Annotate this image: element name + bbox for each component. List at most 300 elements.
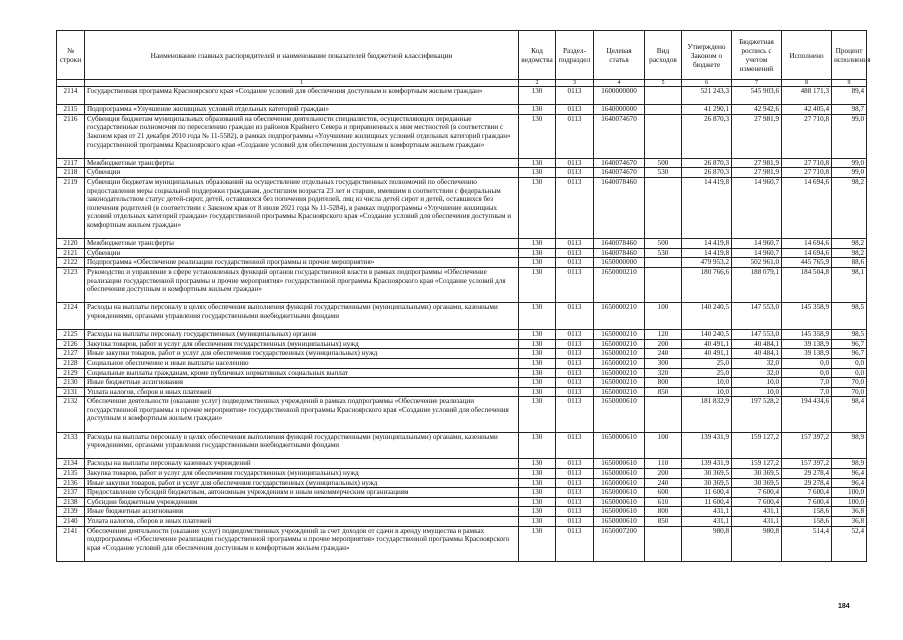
row-name: Закупка товаров, работ и услуг для обеспечения государственных (муниципальных) нужд xyxy=(85,469,519,479)
table-row xyxy=(57,507,867,517)
column-number: 3 xyxy=(556,80,594,87)
row-name: Уплата налогов, сборов и иных платежей xyxy=(85,387,519,397)
row-approved: 14 419,8 xyxy=(682,239,732,249)
row-csr: 1650000610 xyxy=(594,459,645,469)
row-ispolneno: 42 405,4 xyxy=(782,105,832,115)
row-ved: 130 xyxy=(519,87,556,105)
row-ved: 130 xyxy=(519,258,556,268)
row-razdel: 0113 xyxy=(556,177,594,238)
row-number: 2137 xyxy=(57,488,85,498)
row-name: Государственная программа Красноярского края «Создание условий для обеспечения доступным и комфортным жильем граждан» xyxy=(85,87,519,105)
row-number: 2124 xyxy=(57,303,85,330)
table-row xyxy=(57,349,867,359)
budget-table xyxy=(56,30,871,562)
row-ispolneno: 194 434,6 xyxy=(782,397,832,432)
row-approved: 181 832,9 xyxy=(682,397,732,432)
row-csr: 1640078460 xyxy=(594,177,645,238)
row-csr: 1640074670 xyxy=(594,168,645,178)
row-ispolneno: 14 694,6 xyxy=(782,239,832,249)
column-number: 2 xyxy=(519,80,556,87)
row-rospis: 32,0 xyxy=(732,358,782,368)
row-approved: 40 491,1 xyxy=(682,349,732,359)
row-rospis: 188 079,1 xyxy=(732,267,782,302)
table-row xyxy=(57,114,867,158)
row-razdel: 0113 xyxy=(556,517,594,527)
table-row xyxy=(57,258,867,268)
row-number: 2119 xyxy=(57,177,85,238)
row-csr: 1650000210 xyxy=(594,267,645,302)
row-approved: 30 369,5 xyxy=(682,469,732,479)
row-ved: 130 xyxy=(519,339,556,349)
row-number: 2131 xyxy=(57,387,85,397)
row-percent: 70,0 xyxy=(832,387,867,397)
row-rospis: 27 981,9 xyxy=(732,168,782,178)
row-number: 2132 xyxy=(57,397,85,432)
row-csr: 1640078460 xyxy=(594,239,645,249)
row-ved: 130 xyxy=(519,469,556,479)
row-ispolneno: 27 710,8 xyxy=(782,158,832,168)
row-csr: 1650007200 xyxy=(594,526,645,561)
header-approved: Утверждено Законом о бюджете xyxy=(682,31,732,80)
row-name: Иные закупки товаров, работ и услуг для обеспечения государственных (муниципальных) нужд xyxy=(85,478,519,488)
column-number: 8 xyxy=(782,80,832,87)
table-row xyxy=(57,497,867,507)
row-vr: 320 xyxy=(645,368,682,378)
row-csr: 1650000610 xyxy=(594,397,645,432)
row-vr: 850 xyxy=(645,387,682,397)
header-name: Наименование главных распорядителей и наименование показателей бюджетной классификации xyxy=(85,31,519,80)
row-ispolneno: 14 694,6 xyxy=(782,177,832,238)
row-number: 2117 xyxy=(57,158,85,168)
header-num: № строки xyxy=(57,31,85,80)
row-ispolneno: 158,6 xyxy=(782,507,832,517)
row-razdel: 0113 xyxy=(556,87,594,105)
row-ispolneno: 27 710,8 xyxy=(782,168,832,178)
row-rospis: 147 553,0 xyxy=(732,330,782,340)
table-row xyxy=(57,239,867,249)
row-number: 2122 xyxy=(57,258,85,268)
row-razdel: 0113 xyxy=(556,303,594,330)
row-percent: 98,4 xyxy=(832,397,867,432)
table-body xyxy=(57,87,867,562)
column-number xyxy=(57,80,85,87)
row-razdel: 0113 xyxy=(556,168,594,178)
table-row xyxy=(57,526,867,561)
row-percent: 96,7 xyxy=(832,339,867,349)
row-number: 2139 xyxy=(57,507,85,517)
row-vr xyxy=(645,258,682,268)
row-ved: 130 xyxy=(519,105,556,115)
row-ispolneno: 488 171,3 xyxy=(782,87,832,105)
row-rospis: 980,8 xyxy=(732,526,782,561)
row-razdel: 0113 xyxy=(556,488,594,498)
row-csr: 1650000210 xyxy=(594,368,645,378)
table-row xyxy=(57,267,867,302)
row-vr: 800 xyxy=(645,507,682,517)
header-vr: Вид расходов xyxy=(645,31,682,80)
row-rospis: 32,0 xyxy=(732,368,782,378)
table-row xyxy=(57,87,867,105)
table-row xyxy=(57,459,867,469)
row-razdel: 0113 xyxy=(556,105,594,115)
row-vr: 800 xyxy=(645,378,682,388)
row-vr: 100 xyxy=(645,303,682,330)
row-name: Субвенции xyxy=(85,168,519,178)
row-ispolneno: 39 138,9 xyxy=(782,349,832,359)
column-number: 7 xyxy=(732,80,782,87)
row-vr: 530 xyxy=(645,168,682,178)
row-percent: 98,5 xyxy=(832,330,867,340)
row-ispolneno: 7 600,4 xyxy=(782,497,832,507)
row-rospis: 197 528,2 xyxy=(732,397,782,432)
row-ved: 130 xyxy=(519,239,556,249)
row-percent: 100,0 xyxy=(832,488,867,498)
row-name: Субвенции xyxy=(85,248,519,258)
row-rospis: 7 600,4 xyxy=(732,497,782,507)
row-percent: 36,8 xyxy=(832,517,867,527)
row-csr: 1650000610 xyxy=(594,507,645,517)
row-approved: 139 431,9 xyxy=(682,432,732,459)
row-ved: 130 xyxy=(519,459,556,469)
row-ispolneno: 7,0 xyxy=(782,378,832,388)
row-name: Расходы на выплаты персоналу в целях обеспечения выполнения функций государственными (муниципальными) органами, казенными учреждениями, органами управления государственными внебюджетными фондами xyxy=(85,432,519,459)
row-csr: 1650000610 xyxy=(594,497,645,507)
row-csr: 1650000610 xyxy=(594,469,645,479)
row-approved: 431,1 xyxy=(682,517,732,527)
row-csr: 1650000210 xyxy=(594,378,645,388)
row-vr: 200 xyxy=(645,469,682,479)
row-ispolneno: 29 278,4 xyxy=(782,469,832,479)
row-percent: 98,7 xyxy=(832,105,867,115)
row-rospis: 7 600,4 xyxy=(732,488,782,498)
row-ispolneno: 157 397,2 xyxy=(782,432,832,459)
row-csr: 1650000610 xyxy=(594,488,645,498)
column-number-row xyxy=(57,80,867,87)
column-number: 9 xyxy=(832,80,867,87)
row-percent: 0,0 xyxy=(832,368,867,378)
row-percent: 99,0 xyxy=(832,114,867,158)
row-approved: 10,0 xyxy=(682,378,732,388)
header-ved: Код ведомства xyxy=(519,31,556,80)
row-number: 2118 xyxy=(57,168,85,178)
row-vr: 240 xyxy=(645,349,682,359)
header-razdel: Раздел-подраздел xyxy=(556,31,594,80)
row-vr: 500 xyxy=(645,239,682,249)
row-rospis: 42 942,6 xyxy=(732,105,782,115)
row-ved: 130 xyxy=(519,488,556,498)
row-number: 2123 xyxy=(57,267,85,302)
row-vr xyxy=(645,105,682,115)
column-number: 1 xyxy=(85,80,519,87)
row-razdel: 0113 xyxy=(556,368,594,378)
row-csr: 1650000210 xyxy=(594,303,645,330)
row-approved: 11 600,4 xyxy=(682,497,732,507)
row-ved: 130 xyxy=(519,168,556,178)
row-name: Расходы на выплаты персоналу в целях обеспечения выполнения функций государственными (муниципальными) органами, казенными учреждениями, органами управления государственными внебюджетными фондами xyxy=(85,303,519,330)
row-percent: 99,0 xyxy=(832,158,867,168)
row-percent: 96,4 xyxy=(832,469,867,479)
row-razdel: 0113 xyxy=(556,330,594,340)
row-approved: 30 369,5 xyxy=(682,478,732,488)
row-number: 2116 xyxy=(57,114,85,158)
row-ispolneno: 7,0 xyxy=(782,387,832,397)
row-approved: 25,0 xyxy=(682,358,732,368)
row-vr: 110 xyxy=(645,459,682,469)
row-rospis: 40 484,1 xyxy=(732,339,782,349)
row-razdel: 0113 xyxy=(556,397,594,432)
row-rospis: 14 960,7 xyxy=(732,239,782,249)
budget-report-sheet xyxy=(56,30,871,562)
row-number: 2129 xyxy=(57,368,85,378)
row-name: Расходы на выплаты персоналу государственных (муниципальных) органов xyxy=(85,330,519,340)
row-percent: 98,2 xyxy=(832,239,867,249)
row-name: Предоставление субсидий бюджетным, автономным учреждениям и иным некоммерческим организациям xyxy=(85,488,519,498)
table-row xyxy=(57,478,867,488)
row-ved: 130 xyxy=(519,397,556,432)
row-approved: 40 491,1 xyxy=(682,339,732,349)
row-csr: 1650000610 xyxy=(594,517,645,527)
row-razdel: 0113 xyxy=(556,469,594,479)
row-rospis: 147 553,0 xyxy=(732,303,782,330)
row-ved: 130 xyxy=(519,303,556,330)
row-ispolneno: 7 600,4 xyxy=(782,488,832,498)
row-razdel: 0113 xyxy=(556,432,594,459)
row-percent: 98,1 xyxy=(832,267,867,302)
row-razdel: 0113 xyxy=(556,378,594,388)
row-number: 2115 xyxy=(57,105,85,115)
row-approved: 180 766,6 xyxy=(682,267,732,302)
row-ispolneno: 39 138,9 xyxy=(782,339,832,349)
row-csr: 1640078460 xyxy=(594,248,645,258)
row-rospis: 10,0 xyxy=(732,378,782,388)
row-approved: 26 870,3 xyxy=(682,158,732,168)
table-row xyxy=(57,248,867,258)
row-number: 2126 xyxy=(57,339,85,349)
row-approved: 26 870,3 xyxy=(682,168,732,178)
row-razdel: 0113 xyxy=(556,158,594,168)
row-ved: 130 xyxy=(519,507,556,517)
row-ispolneno: 27 710,8 xyxy=(782,114,832,158)
row-ved: 130 xyxy=(519,497,556,507)
row-ispolneno: 14 694,6 xyxy=(782,248,832,258)
row-ispolneno: 184 504,8 xyxy=(782,267,832,302)
row-percent: 96,7 xyxy=(832,349,867,359)
row-csr: 1650000610 xyxy=(594,432,645,459)
row-csr: 1640074670 xyxy=(594,114,645,158)
row-name: Расходы на выплаты персоналу казенных учреждений xyxy=(85,459,519,469)
row-razdel: 0113 xyxy=(556,267,594,302)
header-ispolneno: Исполнено xyxy=(782,31,832,80)
row-number: 2134 xyxy=(57,459,85,469)
column-number: 6 xyxy=(682,80,732,87)
row-percent: 89,4 xyxy=(832,87,867,105)
row-rospis: 431,1 xyxy=(732,507,782,517)
row-razdel: 0113 xyxy=(556,478,594,488)
row-ved: 130 xyxy=(519,158,556,168)
table-row xyxy=(57,397,867,432)
row-percent: 52,4 xyxy=(832,526,867,561)
row-csr: 1650000210 xyxy=(594,387,645,397)
column-number: 5 xyxy=(645,80,682,87)
row-percent: 98,9 xyxy=(832,432,867,459)
row-razdel: 0113 xyxy=(556,387,594,397)
row-name: Уплата налогов, сборов и иных платежей xyxy=(85,517,519,527)
row-ispolneno: 0,0 xyxy=(782,358,832,368)
row-ved: 130 xyxy=(519,177,556,238)
row-approved: 431,1 xyxy=(682,507,732,517)
row-name: Иные закупки товаров, работ и услуг для обеспечения государственных (муниципальных) нужд xyxy=(85,349,519,359)
row-percent: 100,0 xyxy=(832,497,867,507)
row-approved: 521 243,3 xyxy=(682,87,732,105)
row-ispolneno: 145 358,9 xyxy=(782,303,832,330)
row-name: Подпрограмма «Обеспечение реализации государственной программы и прочие мероприятия» xyxy=(85,258,519,268)
row-percent: 36,8 xyxy=(832,507,867,517)
row-csr: 1600000000 xyxy=(594,87,645,105)
row-vr: 600 xyxy=(645,488,682,498)
row-csr: 1650000000 xyxy=(594,258,645,268)
row-ispolneno: 29 278,4 xyxy=(782,478,832,488)
table-row xyxy=(57,168,867,178)
row-ispolneno: 158,6 xyxy=(782,517,832,527)
table-row xyxy=(57,105,867,115)
row-razdel: 0113 xyxy=(556,339,594,349)
table-row xyxy=(57,330,867,340)
row-number: 2141 xyxy=(57,526,85,561)
page-number: 184 xyxy=(838,603,850,610)
row-name: Социальные выплаты гражданам, кроме публичных нормативных социальных выплат xyxy=(85,368,519,378)
row-rospis: 27 981,9 xyxy=(732,114,782,158)
row-razdel: 0113 xyxy=(556,239,594,249)
row-vr xyxy=(645,177,682,238)
row-vr: 200 xyxy=(645,339,682,349)
row-percent: 99,0 xyxy=(832,168,867,178)
table-row xyxy=(57,387,867,397)
row-rospis: 30 369,5 xyxy=(732,478,782,488)
row-vr: 240 xyxy=(645,478,682,488)
row-vr xyxy=(645,526,682,561)
row-approved: 14 419,8 xyxy=(682,177,732,238)
row-percent: 98,2 xyxy=(832,248,867,258)
row-name: Закупка товаров, работ и услуг для обеспечения государственных (муниципальных) нужд xyxy=(85,339,519,349)
row-approved: 980,8 xyxy=(682,526,732,561)
row-approved: 41 290,1 xyxy=(682,105,732,115)
table-row xyxy=(57,488,867,498)
row-csr: 1640000000 xyxy=(594,105,645,115)
row-rospis: 40 484,1 xyxy=(732,349,782,359)
row-rospis: 14 960,7 xyxy=(732,177,782,238)
row-number: 2128 xyxy=(57,358,85,368)
header-rospis: Бюджетная роспись с учетом изменений xyxy=(732,31,782,80)
row-ved: 130 xyxy=(519,378,556,388)
table-row xyxy=(57,517,867,527)
row-rospis: 159 127,2 xyxy=(732,459,782,469)
row-percent: 70,0 xyxy=(832,378,867,388)
row-vr: 500 xyxy=(645,158,682,168)
row-rospis: 431,1 xyxy=(732,517,782,527)
row-number: 2136 xyxy=(57,478,85,488)
row-name: Межбюджетные трансферты xyxy=(85,158,519,168)
row-razdel: 0113 xyxy=(556,526,594,561)
row-razdel: 0113 xyxy=(556,507,594,517)
row-rospis: 14 960,7 xyxy=(732,248,782,258)
row-number: 2138 xyxy=(57,497,85,507)
row-number: 2127 xyxy=(57,349,85,359)
row-rospis: 502 961,0 xyxy=(732,258,782,268)
table-row xyxy=(57,432,867,459)
row-csr: 1650000610 xyxy=(594,478,645,488)
row-vr xyxy=(645,397,682,432)
row-number: 2133 xyxy=(57,432,85,459)
row-ved: 130 xyxy=(519,114,556,158)
row-razdel: 0113 xyxy=(556,497,594,507)
row-vr xyxy=(645,87,682,105)
row-csr: 1650000210 xyxy=(594,339,645,349)
row-approved: 11 600,4 xyxy=(682,488,732,498)
table-row xyxy=(57,358,867,368)
row-name: Субвенция бюджетам муниципальных образований на обеспечение деятельности специалистов, осуществляющих переданные государственные полномочия по переселению граждан из районов Крайнего Севера и приравненных к ним местностей (в соответствии с Законом края от 21 декабря 2010 года № 11-5582), в рамках подпрограммы «Улучшение жилищных условий отдельных категорий граждан» государственной программы Красноярского края «Создание условий для обеспечения доступным и комфортным жильем граждан» xyxy=(85,114,519,158)
row-csr: 1650000210 xyxy=(594,358,645,368)
row-rospis: 10,0 xyxy=(732,387,782,397)
row-name: Иные бюджетные ассигнования xyxy=(85,378,519,388)
row-name: Социальное обеспечение и иные выплаты населению xyxy=(85,358,519,368)
row-vr: 120 xyxy=(645,330,682,340)
row-ved: 130 xyxy=(519,432,556,459)
row-razdel: 0113 xyxy=(556,358,594,368)
table-row xyxy=(57,469,867,479)
row-vr: 610 xyxy=(645,497,682,507)
row-ved: 130 xyxy=(519,517,556,527)
row-number: 2125 xyxy=(57,330,85,340)
row-vr: 300 xyxy=(645,358,682,368)
row-ispolneno: 514,4 xyxy=(782,526,832,561)
row-csr: 1650000210 xyxy=(594,330,645,340)
row-razdel: 0113 xyxy=(556,258,594,268)
row-approved: 14 419,8 xyxy=(682,248,732,258)
table-row xyxy=(57,378,867,388)
header-percent: Процент исполнения xyxy=(832,31,867,80)
row-vr xyxy=(645,267,682,302)
column-number: 4 xyxy=(594,80,645,87)
row-percent: 96,4 xyxy=(832,478,867,488)
row-approved: 479 953,2 xyxy=(682,258,732,268)
row-razdel: 0113 xyxy=(556,459,594,469)
row-number: 2130 xyxy=(57,378,85,388)
row-vr: 530 xyxy=(645,248,682,258)
row-vr: 850 xyxy=(645,517,682,527)
row-csr: 1650000210 xyxy=(594,349,645,359)
row-ved: 130 xyxy=(519,526,556,561)
row-name: Субсидии бюджетным учреждениям xyxy=(85,497,519,507)
row-ved: 130 xyxy=(519,368,556,378)
table-row xyxy=(57,339,867,349)
row-percent: 98,5 xyxy=(832,303,867,330)
row-percent: 88,6 xyxy=(832,258,867,268)
row-ispolneno: 0,0 xyxy=(782,368,832,378)
row-percent: 98,2 xyxy=(832,177,867,238)
row-approved: 25,0 xyxy=(682,368,732,378)
row-rospis: 30 369,5 xyxy=(732,469,782,479)
row-vr: 100 xyxy=(645,432,682,459)
row-ispolneno: 445 765,9 xyxy=(782,258,832,268)
row-number: 2114 xyxy=(57,87,85,105)
table-row xyxy=(57,303,867,330)
table-row xyxy=(57,177,867,238)
row-name: Подпрограмма «Улучшение жилищных условий отдельных категорий граждан» xyxy=(85,105,519,115)
row-name: Обеспечение деятельности (оказание услуг) подведомственных учреждений в рамках подпрограммы «Обеспечение реализации государственной программы и прочие мероприятия» государственной программы Красноярского края «Создание условий для обеспечения доступным и комфортным жильем граждан» xyxy=(85,397,519,432)
row-number: 2140 xyxy=(57,517,85,527)
row-ved: 130 xyxy=(519,267,556,302)
row-number: 2135 xyxy=(57,469,85,479)
